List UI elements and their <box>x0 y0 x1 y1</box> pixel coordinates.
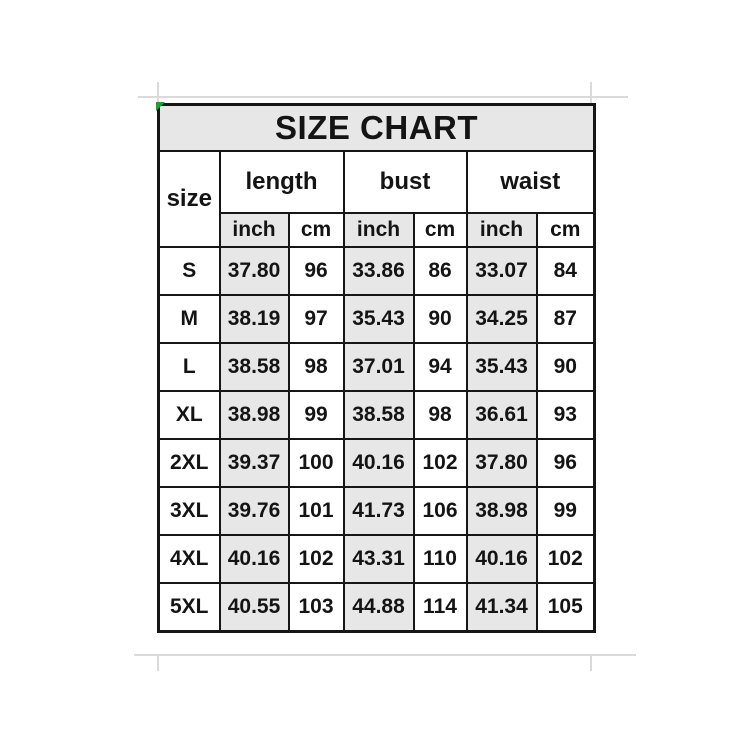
value-cell: 103 <box>289 583 344 632</box>
value-cell: 102 <box>289 535 344 583</box>
value-cell: 34.25 <box>467 295 537 343</box>
gridline-bottom-left-vertical <box>157 655 159 671</box>
col-group-bust: bust <box>344 151 467 213</box>
size-chart-table <box>157 103 596 633</box>
value-cell: 39.37 <box>220 439 289 487</box>
value-cell: 98 <box>414 391 467 439</box>
unit-header-waist-inch: inch <box>467 213 537 247</box>
gridline-bottom-right-vertical <box>590 655 592 671</box>
value-cell: 97 <box>289 295 344 343</box>
size-cell: M <box>159 295 220 343</box>
value-cell: 105 <box>537 583 595 632</box>
value-cell: 38.58 <box>220 343 289 391</box>
unit-header-length-cm: cm <box>289 213 344 247</box>
green-corner-marker-icon <box>156 102 165 111</box>
value-cell: 37.80 <box>220 247 289 295</box>
value-cell: 106 <box>414 487 467 535</box>
value-cell: 87 <box>537 295 595 343</box>
value-cell: 40.55 <box>220 583 289 632</box>
value-cell: 35.43 <box>467 343 537 391</box>
unit-header-length-inch: inch <box>220 213 289 247</box>
value-cell: 33.86 <box>344 247 414 295</box>
value-cell: 41.73 <box>344 487 414 535</box>
gridline-bottom-horizontal <box>134 654 636 656</box>
value-cell: 37.01 <box>344 343 414 391</box>
value-cell: 40.16 <box>220 535 289 583</box>
table-row <box>159 439 595 487</box>
value-cell: 102 <box>414 439 467 487</box>
value-cell: 96 <box>289 247 344 295</box>
gridline-top-left-vertical <box>157 82 159 104</box>
value-cell: 38.98 <box>467 487 537 535</box>
value-cell: 39.76 <box>220 487 289 535</box>
value-cell: 38.58 <box>344 391 414 439</box>
value-cell: 44.88 <box>344 583 414 632</box>
size-cell: 2XL <box>159 439 220 487</box>
col-header-size: size <box>159 151 220 247</box>
unit-header-bust-cm: cm <box>414 213 467 247</box>
value-cell: 86 <box>414 247 467 295</box>
value-cell: 37.80 <box>467 439 537 487</box>
table-row <box>159 247 595 295</box>
chart-title: SIZE CHART <box>159 105 595 152</box>
value-cell: 38.19 <box>220 295 289 343</box>
value-cell: 43.31 <box>344 535 414 583</box>
table-row <box>159 295 595 343</box>
value-cell: 96 <box>537 439 595 487</box>
size-cell: XL <box>159 391 220 439</box>
value-cell: 35.43 <box>344 295 414 343</box>
gridline-top-right-vertical <box>590 82 592 104</box>
value-cell: 110 <box>414 535 467 583</box>
unit-header-row <box>159 213 595 247</box>
value-cell: 94 <box>414 343 467 391</box>
title-row <box>159 105 595 152</box>
value-cell: 98 <box>289 343 344 391</box>
table-row <box>159 487 595 535</box>
unit-header-waist-cm: cm <box>537 213 595 247</box>
gridline-top-horizontal <box>138 96 628 98</box>
size-cell: 3XL <box>159 487 220 535</box>
table-row <box>159 583 595 632</box>
value-cell: 102 <box>537 535 595 583</box>
col-group-length: length <box>220 151 344 213</box>
value-cell: 90 <box>537 343 595 391</box>
value-cell: 36.61 <box>467 391 537 439</box>
value-cell: 114 <box>414 583 467 632</box>
value-cell: 101 <box>289 487 344 535</box>
value-cell: 41.34 <box>467 583 537 632</box>
col-group-waist: waist <box>467 151 595 213</box>
value-cell: 99 <box>537 487 595 535</box>
value-cell: 33.07 <box>467 247 537 295</box>
value-cell: 40.16 <box>344 439 414 487</box>
value-cell: 100 <box>289 439 344 487</box>
table-row <box>159 391 595 439</box>
value-cell: 40.16 <box>467 535 537 583</box>
size-cell: S <box>159 247 220 295</box>
size-cell: L <box>159 343 220 391</box>
value-cell: 99 <box>289 391 344 439</box>
group-header-row <box>159 151 595 213</box>
size-chart <box>157 103 596 633</box>
size-cell: 4XL <box>159 535 220 583</box>
unit-header-bust-inch: inch <box>344 213 414 247</box>
value-cell: 38.98 <box>220 391 289 439</box>
value-cell: 84 <box>537 247 595 295</box>
value-cell: 90 <box>414 295 467 343</box>
value-cell: 93 <box>537 391 595 439</box>
table-row <box>159 343 595 391</box>
table-row <box>159 535 595 583</box>
size-cell: 5XL <box>159 583 220 632</box>
